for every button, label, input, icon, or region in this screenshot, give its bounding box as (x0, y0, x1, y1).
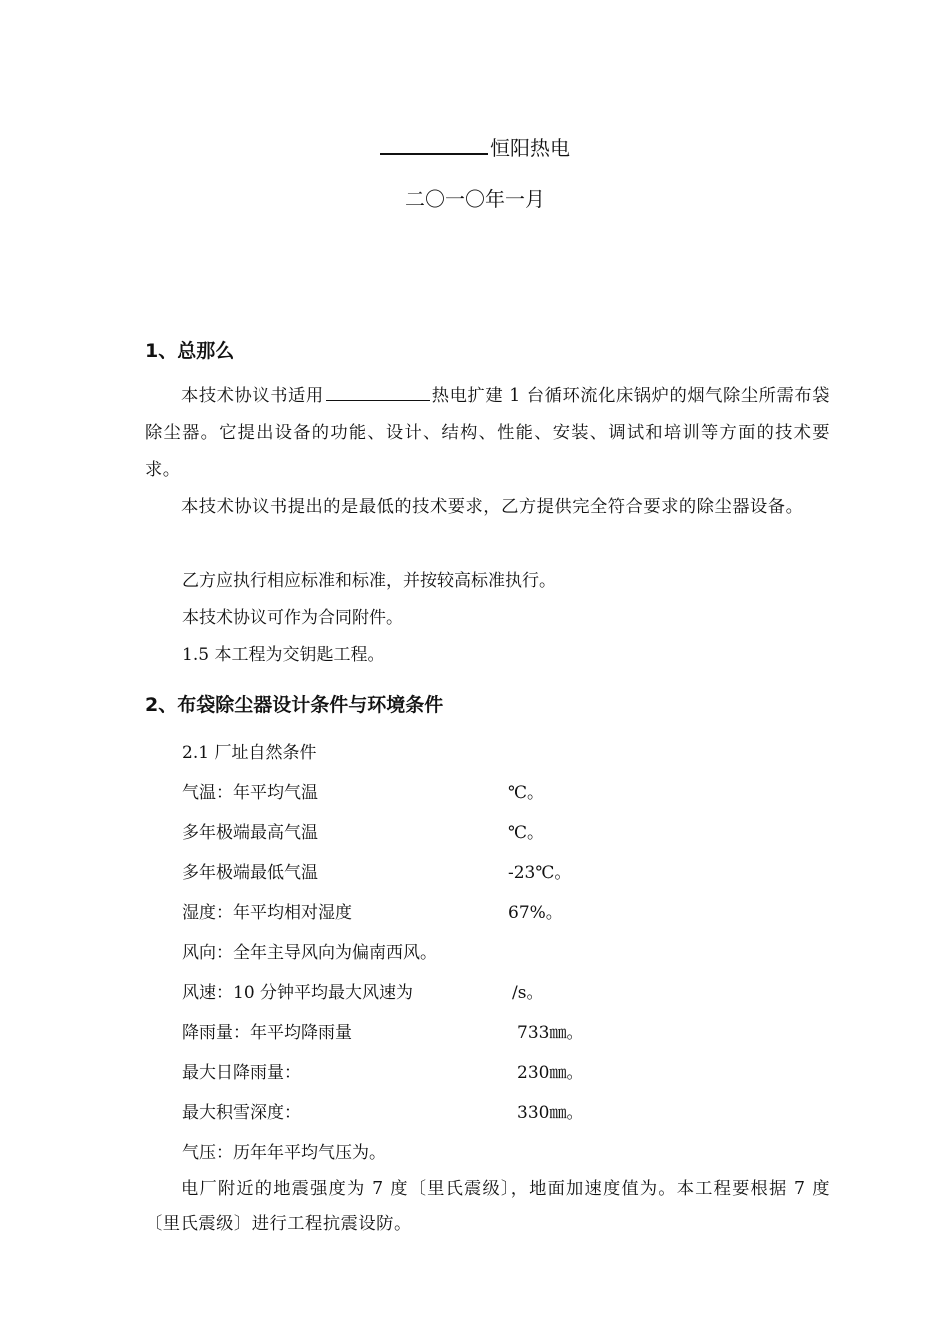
cover-date: 二〇一〇年一月 (405, 187, 545, 211)
section1-paragraph-5: 1.5 本工程为交钥匙工程。 (182, 645, 385, 665)
p1-before: 本技术协议书适用 (181, 386, 324, 406)
section1-paragraph-1 (145, 378, 830, 489)
p1-after: 热电扩建 1 台循环流化床锅炉的烟气除尘所需布袋除尘器。它提出设备的功能、设计、结构、性能、安装、调试和培训等方面的技术要求。 (145, 386, 830, 480)
cover-company-line (0, 132, 950, 161)
section2-heading: 2、布袋除尘器设计条件与环境条件 (145, 694, 444, 716)
section1-heading: 1、总那么 (145, 340, 235, 362)
section1-paragraph-4: 本技术协议可作为合同附件。 (182, 608, 403, 628)
document-page: 恒阳热电 二〇一〇年一月 1、总那么 本技术协议书适用 热电扩建 1 台循环流化床锅炉的烟气除尘所需布袋除尘器。它提出设备的功能、设计、结构、性能、安装、调试和培训等方面的技术要求。 本技术协议书提出的是最低的技术要求，乙方提供完全符合要求的除尘器设备。 乙方应执行相应标准和标准，并按较高标准执行。 本技术协议可作为合同附件。 1.5 本工程为交钥匙工程。 2、布袋除尘器设计条件与环境条件 2.1 厂址自然条件 气温：年平均气温 ℃。 多年极端最高气温 ℃。 多年极端最低气温 -23℃。 湿度：年平均相对湿度 67%。 风向：全年主导风向为偏南西风。 风速：10 分钟平均最大风速为 /s。 降雨量：年平均降雨量 733㎜。 最大日降雨量： 230㎜。 最大积雪深度： 330㎜。 气压：历年年平均气压为。 电厂附近的地震强度为 7 度〔里氏震级〕，地面加速度值为。本工程要根据 7 度〔里氏震级〕进行工程抗震设防。 (0, 0, 950, 1344)
project-name-blank (326, 386, 430, 401)
seismic-paragraph: 电厂附近的地震强度为 7 度〔里氏震级〕，地面加速度值为。本工程要根据 7 度〔里氏震级〕进行工程抗震设防。 (145, 1179, 830, 1234)
company-suffix: 恒阳热电 (490, 136, 570, 160)
section1-paragraph-3: 乙方应执行相应标准和标准，并按较高标准执行。 (182, 571, 556, 591)
section1-paragraph-2: 本技术协议书提出的是最低的技术要求，乙方提供完全符合要求的除尘器设备。 (181, 497, 804, 517)
company-name-blank (380, 137, 488, 155)
